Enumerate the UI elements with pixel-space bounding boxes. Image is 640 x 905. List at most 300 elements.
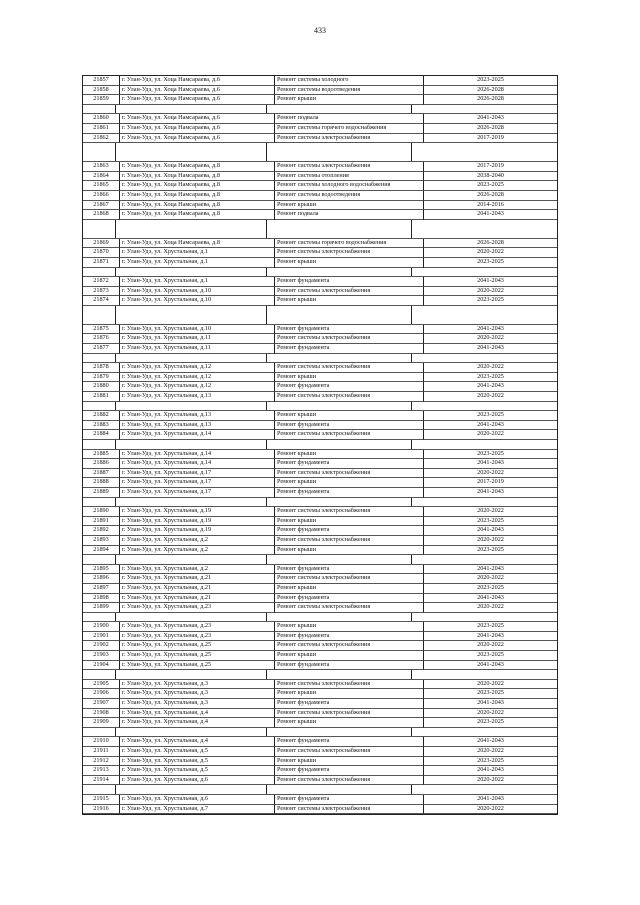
period-cell: 2023-2025	[424, 411, 557, 421]
address-cell: г. Улан-Удэ, ул. Хрустальная, д.10	[120, 287, 275, 297]
period-cell: 2020-2022	[424, 747, 557, 757]
row-number: 21867	[83, 201, 120, 211]
address-cell: г. Улан-Удэ, ул. Хрустальная, д.23	[120, 622, 275, 632]
row-number: 21907	[83, 699, 120, 709]
address-cell: г. Улан-Удэ, ул. Хоца Намсараева, д.6	[120, 86, 275, 96]
work-type-cell: Ремонт системы электроснабжения	[275, 248, 424, 258]
address-cell: г. Улан-Удэ, ул. Хоца Намсараева, д.8	[120, 181, 275, 191]
work-type-cell: Ремонт фундамента	[275, 737, 424, 747]
work-type-cell: Ремонт системы электроснабжения	[275, 574, 424, 584]
address-cell: г. Улан-Удэ, ул. Хрустальная, д.12	[120, 373, 275, 383]
period-cell: 2041-2043	[424, 632, 557, 642]
row-number: 21878	[83, 363, 120, 373]
address-cell: г. Улан-Удэ, ул. Хрустальная, д.2	[120, 536, 275, 546]
work-type-cell: Ремонт фундамента	[275, 565, 424, 575]
table-row	[83, 776, 557, 786]
period-cell: 2026-2028	[424, 124, 557, 134]
work-type-cell: Ремонт фундамента	[275, 277, 424, 287]
address-cell: г. Улан-Удэ, ул. Хоца Намсараева, д.8	[120, 162, 275, 172]
address-cell: г. Улан-Удэ, ул. Хрустальная, д.25	[120, 651, 275, 661]
period-cell: 2023-2025	[424, 622, 557, 632]
table-row	[83, 517, 557, 527]
work-type-cell: Ремонт системы отопления	[275, 172, 424, 182]
address-cell: г. Улан-Удэ, ул. Хрустальная, д.11	[120, 334, 275, 344]
row-number: 21903	[83, 651, 120, 661]
table-row	[83, 805, 557, 815]
row-number: 21914	[83, 776, 120, 786]
work-type-cell: Ремонт крыши	[275, 517, 424, 527]
period-cell: 2023-2025	[424, 546, 557, 556]
table-row	[83, 450, 557, 460]
work-type-cell: Ремонт фундамента	[275, 526, 424, 536]
table-row	[83, 124, 557, 134]
row-number: 21890	[83, 507, 120, 517]
row-number: 21906	[83, 689, 120, 699]
address-cell: г. Улан-Удэ, ул. Хоца Намсараева, д.8	[120, 201, 275, 211]
table-row	[83, 430, 557, 440]
table-row	[83, 603, 557, 613]
row-number: 21864	[83, 172, 120, 182]
row-number: 21892	[83, 526, 120, 536]
period-cell: 2020-2022	[424, 709, 557, 719]
address-cell: г. Улан-Удэ, ул. Хоца Намсараева, д.8	[120, 210, 275, 220]
work-type-cell: Ремонт системы электроснабжения	[275, 805, 424, 815]
address-cell: г. Улан-Удэ, ул. Хрустальная, д.13	[120, 421, 275, 431]
table-row	[83, 546, 557, 556]
row-number: 21870	[83, 248, 120, 258]
table-row	[83, 718, 557, 728]
row-number: 21908	[83, 709, 120, 719]
period-cell: 2041-2043	[424, 382, 557, 392]
row-number: 21916	[83, 805, 120, 815]
table-row	[83, 239, 557, 249]
work-type-cell: Ремонт фундамента	[275, 488, 424, 498]
spacer-row	[83, 220, 557, 239]
spacer-row	[83, 613, 557, 623]
period-cell: 2014-2016	[424, 201, 557, 211]
row-number: 21884	[83, 430, 120, 440]
address-cell: г. Улан-Удэ, ул. Хрустальная, д.6	[120, 776, 275, 786]
work-type-cell: Ремонт подвала	[275, 210, 424, 220]
period-cell: 2020-2022	[424, 248, 557, 258]
period-cell: 2020-2022	[424, 603, 557, 613]
period-cell: 2020-2022	[424, 363, 557, 373]
work-type-cell: Ремонт крыши	[275, 450, 424, 460]
row-number: 21873	[83, 287, 120, 297]
table-row	[83, 162, 557, 172]
work-type-cell: Ремонт фундамента	[275, 421, 424, 431]
row-number: 21897	[83, 584, 120, 594]
work-type-cell: Ремонт фундамента	[275, 661, 424, 671]
address-cell: г. Улан-Удэ, ул. Хрустальная, д.1	[120, 248, 275, 258]
period-cell: 2026-2028	[424, 191, 557, 201]
row-number: 21874	[83, 296, 120, 306]
address-cell: г. Улан-Удэ, ул. Хоца Намсараева, д.6	[120, 134, 275, 144]
work-type-cell: Ремонт системы горячего водоснабжения	[275, 124, 424, 134]
period-cell: 2041-2043	[424, 766, 557, 776]
work-type-cell: Ремонт фундамента	[275, 325, 424, 335]
work-type-cell: Ремонт системы электроснабжения	[275, 776, 424, 786]
row-number: 21909	[83, 718, 120, 728]
table-row	[83, 277, 557, 287]
address-cell: г. Улан-Удэ, ул. Хрустальная, д.21	[120, 594, 275, 604]
table-row	[83, 114, 557, 124]
table-row	[83, 584, 557, 594]
address-cell: г. Улан-Удэ, ул. Хрустальная, д.23	[120, 603, 275, 613]
period-cell: 2020-2022	[424, 680, 557, 690]
table-row	[83, 622, 557, 632]
table-row	[83, 325, 557, 335]
work-type-cell: Ремонт подвала	[275, 114, 424, 124]
table-row	[83, 699, 557, 709]
work-type-cell: Ремонт системы электроснабжения	[275, 680, 424, 690]
address-cell: г. Улан-Удэ, ул. Хрустальная, д.10	[120, 325, 275, 335]
address-cell: г. Улан-Удэ, ул. Хрустальная, д.14	[120, 450, 275, 460]
row-number: 21912	[83, 757, 120, 767]
work-type-cell: Ремонт крыши	[275, 584, 424, 594]
row-number: 21859	[83, 95, 120, 105]
address-cell: г. Улан-Удэ, ул. Хрустальная, д.14	[120, 430, 275, 440]
spacer-row	[83, 670, 557, 680]
period-cell: 2017-2019	[424, 478, 557, 488]
work-type-cell: Ремонт системы электроснабжения	[275, 709, 424, 719]
period-cell: 2020-2022	[424, 469, 557, 479]
row-number: 21899	[83, 603, 120, 613]
address-cell: г. Улан-Удэ, ул. Хрустальная, д.17	[120, 469, 275, 479]
spacer-row	[83, 440, 557, 450]
period-cell: 2020-2022	[424, 507, 557, 517]
period-cell: 2041-2043	[424, 526, 557, 536]
table-row	[83, 258, 557, 268]
row-number: 21883	[83, 421, 120, 431]
row-number: 21895	[83, 565, 120, 575]
table-row	[83, 344, 557, 354]
period-cell: 2041-2043	[424, 114, 557, 124]
table-row	[83, 689, 557, 699]
row-number: 21900	[83, 622, 120, 632]
row-number: 21879	[83, 373, 120, 383]
period-cell: 2023-2025	[424, 689, 557, 699]
address-cell: г. Улан-Удэ, ул. Хоца Намсараева, д.6	[120, 124, 275, 134]
address-cell: г. Улан-Удэ, ул. Хрустальная, д.5	[120, 766, 275, 776]
table-row	[83, 488, 557, 498]
row-number: 21857	[83, 76, 120, 86]
table-row	[83, 526, 557, 536]
table-row	[83, 469, 557, 479]
work-type-cell: Ремонт крыши	[275, 373, 424, 383]
work-type-cell: Ремонт фундамента	[275, 382, 424, 392]
row-number: 21882	[83, 411, 120, 421]
row-number: 21862	[83, 134, 120, 144]
spacer-row	[83, 402, 557, 412]
period-cell: 2023-2025	[424, 76, 557, 86]
address-cell: г. Улан-Удэ, ул. Хоца Намсараева, д.6	[120, 114, 275, 124]
period-cell: 2041-2043	[424, 325, 557, 335]
row-number: 21865	[83, 181, 120, 191]
period-cell: 2041-2043	[424, 488, 557, 498]
row-number: 21894	[83, 546, 120, 556]
row-number: 21860	[83, 114, 120, 124]
row-number: 21886	[83, 459, 120, 469]
period-cell: 2020-2022	[424, 536, 557, 546]
address-cell: г. Улан-Удэ, ул. Хрустальная, д.21	[120, 574, 275, 584]
address-cell: г. Улан-Удэ, ул. Хрустальная, д.25	[120, 661, 275, 671]
table-row	[83, 737, 557, 747]
address-cell: г. Улан-Удэ, ул. Хрустальная, д.19	[120, 517, 275, 527]
work-type-cell: Ремонт фундамента	[275, 699, 424, 709]
row-number: 21905	[83, 680, 120, 690]
row-number: 21875	[83, 325, 120, 335]
row-number: 21888	[83, 478, 120, 488]
work-type-cell: Ремонт системы электроснабжения	[275, 334, 424, 344]
table-row	[83, 594, 557, 604]
address-cell: г. Улан-Удэ, ул. Хрустальная, д.23	[120, 632, 275, 642]
page-number: 433	[314, 26, 326, 35]
table-row	[83, 86, 557, 96]
table-row	[83, 632, 557, 642]
row-number: 21887	[83, 469, 120, 479]
work-type-cell: Ремонт крыши	[275, 478, 424, 488]
period-cell: 2023-2025	[424, 181, 557, 191]
address-cell: г. Улан-Удэ, ул. Хрустальная, д.3	[120, 689, 275, 699]
row-number: 21898	[83, 594, 120, 604]
table-row	[83, 459, 557, 469]
address-cell: г. Улан-Удэ, ул. Хрустальная, д.3	[120, 699, 275, 709]
row-number: 21904	[83, 661, 120, 671]
work-type-cell: Ремонт системы электроснабжения	[275, 507, 424, 517]
address-cell: г. Улан-Удэ, ул. Хоца Намсараева, д.6	[120, 95, 275, 105]
row-number: 21880	[83, 382, 120, 392]
work-type-cell: Ремонт крыши	[275, 757, 424, 767]
table-row	[83, 478, 557, 488]
row-number: 21861	[83, 124, 120, 134]
period-cell: 2041-2043	[424, 344, 557, 354]
table-row	[83, 382, 557, 392]
address-cell: г. Улан-Удэ, ул. Хрустальная, д.25	[120, 641, 275, 651]
row-number: 21893	[83, 536, 120, 546]
table-row	[83, 201, 557, 211]
row-number: 21891	[83, 517, 120, 527]
work-type-cell: Ремонт системы холодного водоснабжения	[275, 181, 424, 191]
row-number: 21866	[83, 191, 120, 201]
period-cell: 2026-2028	[424, 95, 557, 105]
work-type-cell: Ремонт фундамента	[275, 594, 424, 604]
address-cell: г. Улан-Удэ, ул. Хрустальная, д.19	[120, 507, 275, 517]
work-type-cell: Ремонт системы электроснабжения	[275, 430, 424, 440]
address-cell: г. Улан-Удэ, ул. Хрустальная, д.13	[120, 392, 275, 402]
work-type-cell: Ремонт крыши	[275, 95, 424, 105]
work-type-cell: Ремонт системы электроснабжения	[275, 747, 424, 757]
row-number: 21871	[83, 258, 120, 268]
work-type-cell: Ремонт крыши	[275, 689, 424, 699]
row-number: 21885	[83, 450, 120, 460]
address-cell: г. Улан-Удэ, ул. Хрустальная, д.17	[120, 478, 275, 488]
work-type-cell: Ремонт крыши	[275, 546, 424, 556]
work-type-cell: Ремонт фундамента	[275, 766, 424, 776]
table-row	[83, 210, 557, 220]
table-row	[83, 181, 557, 191]
period-cell: 2023-2025	[424, 296, 557, 306]
row-number: 21901	[83, 632, 120, 642]
address-cell: г. Улан-Удэ, ул. Хрустальная, д.1	[120, 277, 275, 287]
spacer-row	[83, 268, 557, 278]
period-cell: 2020-2022	[424, 430, 557, 440]
period-cell: 2041-2043	[424, 459, 557, 469]
work-type-cell: Ремонт крыши	[275, 411, 424, 421]
work-type-cell: Ремонт крыши	[275, 296, 424, 306]
work-type-cell: Ремонт системы холодного	[275, 76, 424, 86]
table-row	[83, 680, 557, 690]
table-row	[83, 172, 557, 182]
period-cell: 2041-2043	[424, 594, 557, 604]
table-row	[83, 134, 557, 144]
work-type-cell: Ремонт системы электроснабжения	[275, 162, 424, 172]
work-type-cell: Ремонт системы электроснабжения	[275, 363, 424, 373]
table-row	[83, 421, 557, 431]
row-number: 21877	[83, 344, 120, 354]
table-row	[83, 287, 557, 297]
row-number: 21902	[83, 641, 120, 651]
address-cell: г. Улан-Удэ, ул. Хрустальная, д.7	[120, 805, 275, 815]
spacer-row	[83, 143, 557, 162]
row-number: 21869	[83, 239, 120, 249]
period-cell: 2023-2025	[424, 517, 557, 527]
period-cell: 2023-2025	[424, 373, 557, 383]
row-number: 21872	[83, 277, 120, 287]
address-cell: г. Улан-Удэ, ул. Хрустальная, д.21	[120, 584, 275, 594]
period-cell: 2020-2022	[424, 392, 557, 402]
table-row	[83, 709, 557, 719]
work-type-cell: Ремонт крыши	[275, 718, 424, 728]
work-type-cell: Ремонт системы электроснабжения	[275, 603, 424, 613]
work-type-cell: Ремонт системы электроснабжения	[275, 536, 424, 546]
address-cell: г. Улан-Удэ, ул. Хрустальная, д.13	[120, 411, 275, 421]
spacer-row	[83, 306, 557, 325]
spacer-row	[83, 498, 557, 508]
address-cell: г. Улан-Удэ, ул. Хрустальная, д.5	[120, 747, 275, 757]
row-number: 21876	[83, 334, 120, 344]
period-cell: 2023-2025	[424, 450, 557, 460]
period-cell: 2026-2028	[424, 86, 557, 96]
address-cell: г. Улан-Удэ, ул. Хрустальная, д.14	[120, 459, 275, 469]
work-type-cell: Ремонт крыши	[275, 622, 424, 632]
table-row	[83, 191, 557, 201]
period-cell: 2023-2025	[424, 584, 557, 594]
period-cell: 2023-2025	[424, 651, 557, 661]
period-cell: 2020-2022	[424, 287, 557, 297]
table-row	[83, 766, 557, 776]
work-type-cell: Ремонт фундамента	[275, 344, 424, 354]
period-cell: 2038-2040	[424, 172, 557, 182]
work-type-cell: Ремонт крыши	[275, 258, 424, 268]
table-row	[83, 373, 557, 383]
address-cell: г. Улан-Удэ, ул. Хрустальная, д.4	[120, 737, 275, 747]
table-row	[83, 651, 557, 661]
address-cell: г. Улан-Удэ, ул. Хоца Намсараева, д.8	[120, 239, 275, 249]
work-type-cell: Ремонт системы электроснабжения	[275, 392, 424, 402]
spacer-row	[83, 785, 557, 795]
row-number: 21863	[83, 162, 120, 172]
period-cell: 2017-2019	[424, 162, 557, 172]
work-type-cell: Ремонт крыши	[275, 201, 424, 211]
period-cell: 2041-2043	[424, 795, 557, 805]
address-cell: г. Улан-Удэ, ул. Хоца Намсараева, д.8	[120, 172, 275, 182]
address-cell: г. Улан-Удэ, ул. Хрустальная, д.12	[120, 382, 275, 392]
row-number: 21889	[83, 488, 120, 498]
row-number: 21911	[83, 747, 120, 757]
table-row	[83, 565, 557, 575]
address-cell: г. Улан-Удэ, ул. Хрустальная, д.6	[120, 795, 275, 805]
address-cell: г. Улан-Удэ, ул. Хрустальная, д.10	[120, 296, 275, 306]
work-type-cell: Ремонт системы электроснабжения	[275, 469, 424, 479]
address-cell: г. Улан-Удэ, ул. Хрустальная, д.11	[120, 344, 275, 354]
spacer-row	[83, 555, 557, 565]
period-cell: 2020-2022	[424, 805, 557, 815]
address-cell: г. Улан-Удэ, ул. Хрустальная, д.3	[120, 680, 275, 690]
table-body	[82, 75, 558, 815]
table-row	[83, 95, 557, 105]
table-row	[83, 296, 557, 306]
spacer-row	[83, 105, 557, 115]
work-type-cell: Ремонт системы электроснабжения	[275, 641, 424, 651]
row-number: 21868	[83, 210, 120, 220]
address-cell: г. Улан-Удэ, ул. Хрустальная, д.19	[120, 526, 275, 536]
table-row	[83, 507, 557, 517]
address-cell: г. Улан-Удэ, ул. Хрустальная, д.1	[120, 258, 275, 268]
table-row	[83, 757, 557, 767]
table-row	[83, 248, 557, 258]
address-cell: г. Улан-Удэ, ул. Хрустальная, д.17	[120, 488, 275, 498]
address-cell: г. Улан-Удэ, ул. Хрустальная, д.4	[120, 709, 275, 719]
address-cell: г. Улан-Удэ, ул. Хоца Намсараева, д.6	[120, 76, 275, 86]
spacer-row	[83, 354, 557, 364]
row-number: 21858	[83, 86, 120, 96]
table-row	[83, 795, 557, 805]
address-cell: г. Улан-Удэ, ул. Хрустальная, д.4	[120, 718, 275, 728]
work-type-cell: Ремонт фундамента	[275, 459, 424, 469]
period-cell: 2041-2043	[424, 661, 557, 671]
table-row	[83, 747, 557, 757]
work-type-cell: Ремонт фундамента	[275, 632, 424, 642]
period-cell: 2020-2022	[424, 334, 557, 344]
period-cell: 2041-2043	[424, 421, 557, 431]
period-cell: 2041-2043	[424, 210, 557, 220]
work-type-cell: Ремонт системы электроснабжения	[275, 134, 424, 144]
table-row	[83, 392, 557, 402]
row-number: 21881	[83, 392, 120, 402]
period-cell: 2020-2022	[424, 641, 557, 651]
period-cell: 2020-2022	[424, 776, 557, 786]
table-row	[83, 661, 557, 671]
row-number: 21915	[83, 795, 120, 805]
address-cell: г. Улан-Удэ, ул. Хрустальная, д.2	[120, 546, 275, 556]
period-cell: 2041-2043	[424, 699, 557, 709]
period-cell: 2017-2019	[424, 134, 557, 144]
table-row	[83, 334, 557, 344]
work-type-cell: Ремонт фундамента	[275, 795, 424, 805]
work-type-cell: Ремонт системы водоотведения	[275, 191, 424, 201]
address-cell: г. Улан-Удэ, ул. Хрустальная, д.2	[120, 565, 275, 575]
table-row	[83, 536, 557, 546]
period-cell: 2026-2028	[424, 239, 557, 249]
address-cell: г. Улан-Удэ, ул. Хоца Намсараева, д.8	[120, 191, 275, 201]
table-row	[83, 574, 557, 584]
period-cell: 2041-2043	[424, 277, 557, 287]
repair-schedule-table	[82, 75, 558, 815]
period-cell: 2023-2025	[424, 718, 557, 728]
period-cell: 2041-2043	[424, 737, 557, 747]
table-row	[83, 76, 557, 86]
